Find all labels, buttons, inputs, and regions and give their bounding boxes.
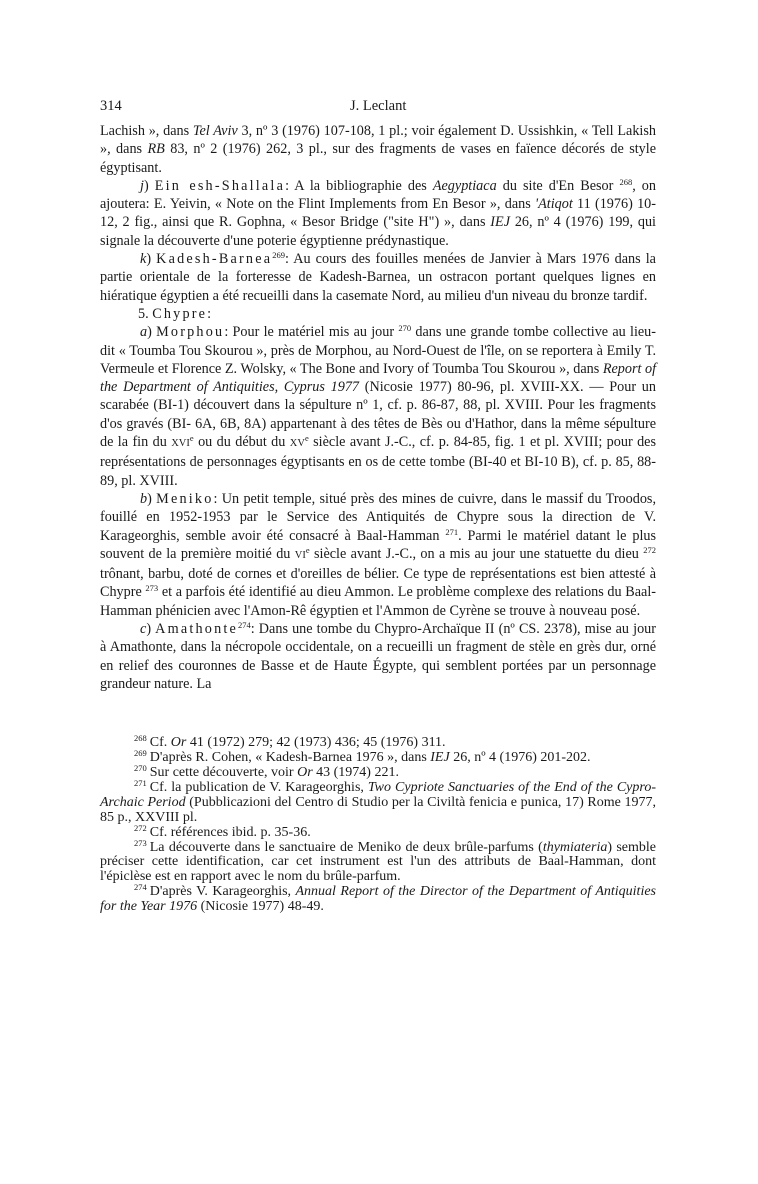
text-run: ) xyxy=(146,251,157,268)
text-run: : Dans une tombe du Chypro-Archaïque II (nº CS. 2378), mise au jour à Amathonte, dans la nécropole occidentale, on a recueilli un fragment de stèle en grès dur, orné en relief des couronnes de Basse et de Haute Égypte, qui semblent portées par un personnage grandeur nature. La xyxy=(100,621,656,692)
italic-text: b xyxy=(140,490,148,507)
text-run: ) xyxy=(146,621,156,638)
section-heading-chypre xyxy=(100,305,656,323)
small-caps-text: XV xyxy=(289,438,305,450)
superscript: 273 xyxy=(145,583,159,594)
footnote-number: 273 xyxy=(134,837,147,848)
superscript: 269 xyxy=(272,250,285,261)
footnote xyxy=(100,822,656,841)
superscript: e xyxy=(189,433,194,444)
spaced-heading-text: Chypre xyxy=(152,305,208,322)
italic-text: RB xyxy=(147,141,165,158)
text-run: Cf. la publication de V. Karageorghis, xyxy=(149,780,368,796)
italic-text: Tel Aviv xyxy=(192,123,238,139)
text-run: , on ajoutera: E. Yeivin, « Note on the Flint Implements from En Besor », dans xyxy=(100,177,656,213)
superscript: 272 xyxy=(643,544,656,555)
text-run: ) xyxy=(143,177,155,194)
footnote-number: 269 xyxy=(134,748,147,759)
page-header xyxy=(100,94,656,122)
spaced-heading-text: Amathonte xyxy=(155,621,238,638)
text-run: 11 (1976) 10-12, 2 fig., ainsi que R. Gophna, « Besor Bridge ("site H") », dans xyxy=(100,196,657,231)
superscript: e xyxy=(304,433,309,444)
text-run: Cf. références ibid. p. 35-36. xyxy=(149,824,311,840)
text-run: 26, nº 4 (1976) 201-202. xyxy=(449,750,591,766)
body-text xyxy=(100,122,656,693)
footnote-number: 271 xyxy=(134,778,147,789)
italic-text: c xyxy=(140,621,147,638)
text-run: ) semble préciser cette identification, car cet instrument est l'un des attributs de Baal-Hamman, dont l'épiclèse est en rapport avec le nom du brûle-parfum. xyxy=(100,839,656,885)
italic-text: Report of the Department of Antiquities, Cyprus 1977 xyxy=(100,360,657,396)
footnote xyxy=(100,778,657,825)
text-run: 41 (1972) 279; 42 (1973) 436; 45 (1976) 311. xyxy=(186,735,446,751)
italic-text: Or xyxy=(170,735,187,751)
italic-text: Or xyxy=(297,765,313,781)
text-run: du site d'En Besor xyxy=(496,177,620,194)
text-run: : Au cours des fouilles menées de Janvier à Mars 1976 dans la partie orientale de la forteresse de Kadesh-Barnea, un ostracon portant quelques lignes en hiératique égyptien a été recueilli dans la casemate Nord, au milieu d'un niveau du bronze tardif. xyxy=(100,251,656,304)
text-run: dans une grande tombe collective au lieu-dit « Toumba Tou Skourou », près de Morphou, au Nord-Ouest de l'île, on se reportera à Emily T. Vermeule et Florence Z. Wolsky, « The Bone and Ivory of Toumba Tou Skourou », dans xyxy=(100,324,657,377)
text-run: (Nicosie 1977) 48-49. xyxy=(197,898,324,914)
text-run: : Pour le matériel mis au jour xyxy=(224,324,399,341)
italic-text: k xyxy=(140,251,147,268)
text-run: Cf. xyxy=(149,735,171,751)
text-run: : Un petit temple, situé près des mines de cuivre, dans le massif du Troodos, fouillé en 1952-1953 par le Service des Antiquités de Chypre sous la direction de V. Karageorghis, semble avoir été consacré à Baal-Hamman xyxy=(100,490,656,544)
text-run: siècle avant J.-C., cf. p. 84-85, fig. 1 et pl. XVIII; pour des représentations de personnages égyptisants en os de cette tombe (BI-40 et BI-10 B), cf. p. 85, 88-89, pl. XVIII. xyxy=(100,434,656,489)
footnote xyxy=(100,733,656,751)
text-run: . Parmi le matériel datant le plus souvent de la première moitié du xyxy=(100,527,656,562)
footnote xyxy=(100,837,656,885)
text-run: Sur cette découverte, voir xyxy=(149,765,298,781)
italic-text: IEJ xyxy=(490,214,510,231)
italic-text: Annual Report of the Director of the Department of Antiquities for the Year 1976 xyxy=(100,884,656,914)
text-run: ou du début du xyxy=(193,434,290,451)
small-caps-text: XVI xyxy=(171,438,190,450)
page xyxy=(100,94,656,915)
superscript: 274 xyxy=(238,620,251,631)
text-run: ) xyxy=(147,490,157,507)
text-run: Lachish », dans xyxy=(100,123,193,139)
text-run: 83, nº 2 (1976) 262, 3 pl., sur des fragments de vases en faïence décorés de style égyptisant. xyxy=(100,141,656,176)
spaced-heading-text: Kadesh-Barnea xyxy=(156,251,273,268)
text-run: et a parfois été identifié au dieu Ammon. Le problème complexe des relations du Baal-Hamman phénicien avec l'Amon-Rê égyptien et l'Ammon de Cyrène se trouve à nouveau posé. xyxy=(100,584,656,619)
paragraph-meniko xyxy=(100,490,656,620)
text-run: La découverte dans le sanctuaire de Meniko de deux brûle-parfums ( xyxy=(149,839,543,855)
footnote-number: 274 xyxy=(134,882,147,893)
spaced-heading-text: Meniko xyxy=(156,490,214,507)
superscript: 270 xyxy=(398,323,412,334)
text-run: : xyxy=(207,305,212,322)
text-run: 3, nº 3 (1976) 107-108, 1 pl.; voir également D. Ussishkin, « Tell Lakish », dans xyxy=(100,123,656,158)
text-run: D'après R. Cohen, « Kadesh-Barnea 1976 », dans xyxy=(149,750,431,766)
italic-text: 'Atiqot xyxy=(535,196,573,213)
italic-text: a xyxy=(140,324,148,341)
text-run: : A la bibliographie des xyxy=(285,177,433,194)
text-run: (Pubblicazioni del Centro di Studio per la Civiltà fenicia e punica, 17) Rome 1977, 85 p., XXVIII pl. xyxy=(100,795,657,825)
footnote xyxy=(100,748,656,766)
running-author: J. Leclant xyxy=(350,98,407,114)
spaced-heading-text: Ein esh-Shallala xyxy=(154,177,286,194)
superscript: 268 xyxy=(619,176,633,187)
italic-text: Aegyptiaca xyxy=(432,177,497,194)
text-run: 5. xyxy=(138,305,153,322)
footnote xyxy=(100,882,656,914)
paragraph-ein-esh-shallala xyxy=(100,177,656,250)
text-run: siècle avant J.-C., on a mis au jour une statuette du dieu xyxy=(309,545,644,562)
footnotes xyxy=(100,733,657,914)
text-run: D'après V. Karageorghis, xyxy=(149,884,296,900)
text-run: ) xyxy=(147,324,157,341)
paragraph-amathonte xyxy=(100,620,656,693)
text-run: trônant, barbu, doté de cornes et d'oreilles de bélier. Ce type de représentations est bien attesté à Chypre xyxy=(100,566,656,601)
italic-text: thymiateria xyxy=(542,839,608,855)
paragraph-morphou xyxy=(100,323,656,490)
superscript: e xyxy=(305,544,310,555)
small-caps-text: VI xyxy=(294,549,306,561)
italic-text: IEJ xyxy=(430,750,450,766)
footnote xyxy=(100,763,656,781)
italic-text: Two Cypriote Sanctuaries of the End of the Cypro-Archaic Period xyxy=(100,780,656,811)
text-run: (Nicosie 1977) 80-96, pl. XVIII-XX. — Pour un scarabée (BI-1) découvert dans la sépulture nº 1, cf. p. 86-87, 88, pl. XVIII. Pour les fragments d'os gravés (BI- 6A, 6B, 8A) appartenant à des têtes de Bès ou d'Hathor, dans la même sépulture de la fin du xyxy=(100,379,656,451)
footnote-number: 270 xyxy=(134,763,147,774)
paragraph-kadesh-barnea xyxy=(100,250,656,305)
italic-text: j xyxy=(140,177,144,194)
paragraph-continuation xyxy=(100,122,656,177)
text-run: 26, nº 4 (1976) 199, qui signale la découverte d'une poterie égyptienne prédynastique. xyxy=(100,214,656,249)
footnote-number: 268 xyxy=(134,733,147,744)
footnote-number: 272 xyxy=(134,822,147,833)
spaced-heading-text: Morphou xyxy=(156,324,225,341)
page-number: 314 xyxy=(100,98,122,114)
text-run: 43 (1974) 221. xyxy=(312,765,399,781)
superscript: 271 xyxy=(445,526,459,537)
